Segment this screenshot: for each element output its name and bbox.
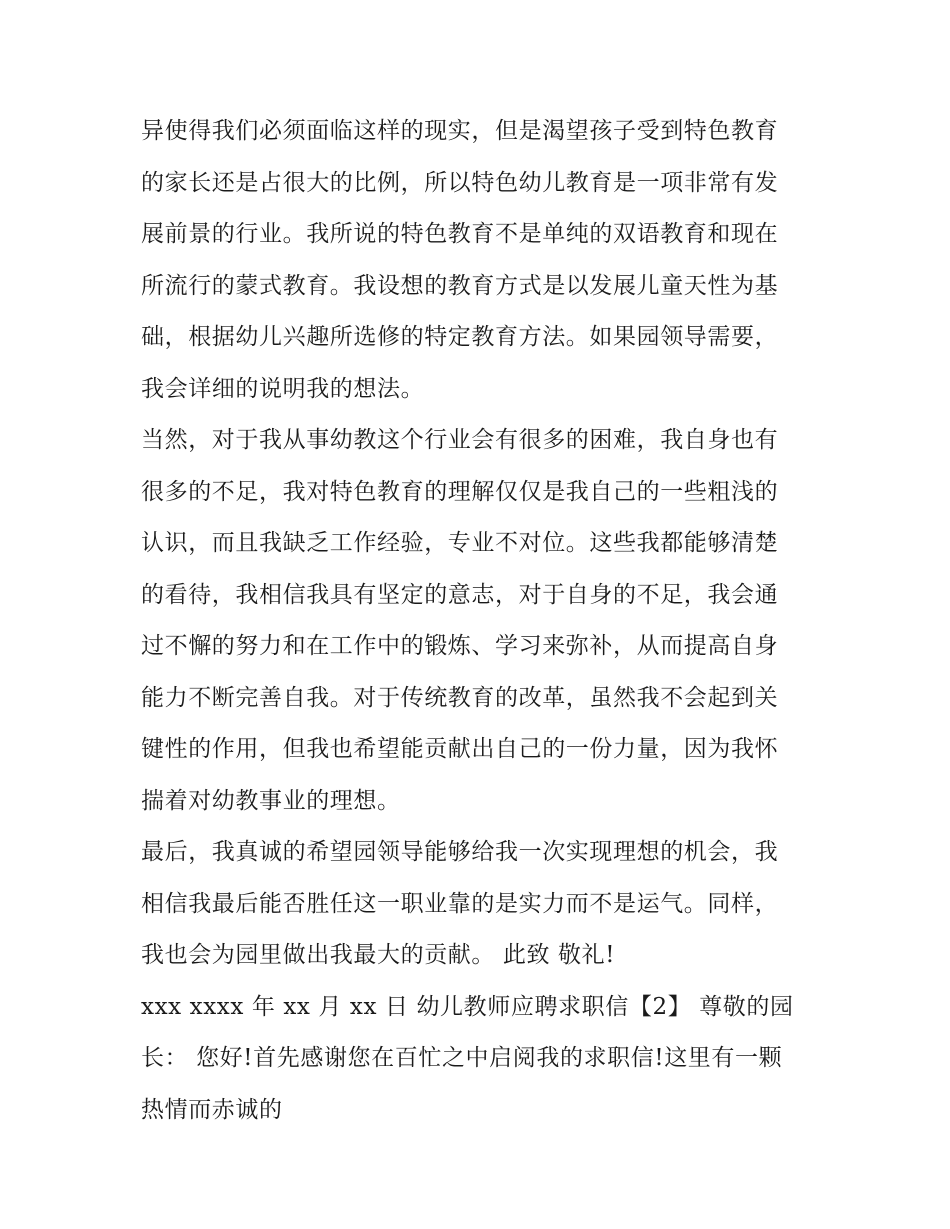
text-line: 展前景的行业。我所说的特色教育不是单纯的双语教育和现在 xyxy=(141,221,779,247)
text-line: 很多的不足，我对特色教育的理解仅仅是我自己的一些粗浅的 xyxy=(141,478,779,505)
text-line: 础，根据幼儿兴趣所选修的特定教育方法。如果园领导需要， xyxy=(141,324,779,350)
text-line: 相信我最后能否胜任这一职业靠的是实力而不是运气。同样， xyxy=(141,890,779,917)
letter-body xyxy=(141,106,821,1136)
text-line: 能力不断完善自我。对于传统教育的改革，虽然我不会起到关 xyxy=(141,684,779,711)
text-line: 过不懈的努力和在工作中的锻炼、学习来弥补，从而提高自身 xyxy=(141,633,779,659)
text-line: xxx xxxx 年 xx 月 xx 日 幼儿教师应聘求职信【2】 尊敬的园 xyxy=(141,993,794,1020)
text-line: 我也会为园里做出我最大的贡献。 此致 敬礼! xyxy=(141,942,616,968)
text-line: 揣着对幼教事业的理想。 xyxy=(141,787,401,814)
text-line: 所流行的蒙式教育。我设想的教育方式是以发展儿童天性为基 xyxy=(141,272,779,299)
text-line: 最后，我真诚的希望园领导能够给我一次实现理想的机会，我 xyxy=(141,839,779,865)
text-line: 当然，对于我从事幼教这个行业会有很多的困难，我自身也有 xyxy=(141,427,779,453)
text-line: 认识，而且我缺乏工作经验，专业不对位。这些我都能够清楚 xyxy=(141,530,779,556)
text-line: 热情而赤诚的 xyxy=(141,1096,283,1123)
text-line: 键性的作用，但我也希望能贡献出自己的一份力量，因为我怀 xyxy=(141,736,779,762)
text-line: 我会详细的说明我的想法。 xyxy=(141,375,425,402)
text-line: 异使得我们必须面临这样的现实，但是渴望孩子受到特色教育 xyxy=(141,118,779,144)
text-line: 长： 您好!首先感谢您在百忙之中启阅我的求职信!这里有一颗 xyxy=(141,1045,783,1071)
text-line: 的家长还是占很大的比例，所以特色幼儿教育是一项非常有发 xyxy=(141,169,779,196)
text-line: 的看待，我相信我具有坚定的意志，对于自身的不足，我会通 xyxy=(141,581,779,608)
